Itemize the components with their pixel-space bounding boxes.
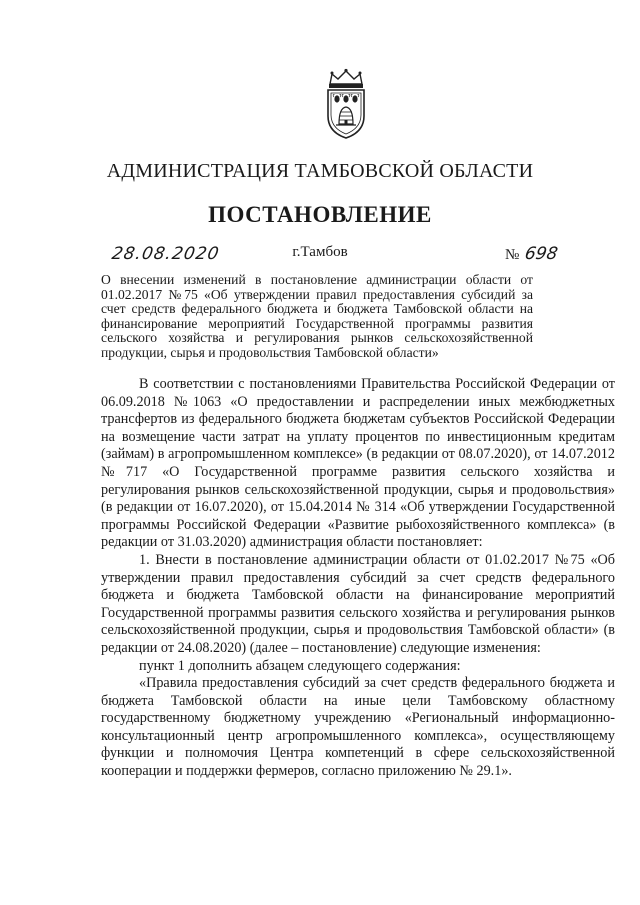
document-body bbox=[101, 376, 615, 781]
paragraph-preamble: В соответствии с постановлениями Правительства Российской Федерации от 06.09.2018 №1063 «О предоставлении и распределении иных межбюджетных трансфертов из федерального бюджета бюджетам субъектов Российской Федерации на возмещение части затрат на уплату процентов по инвестиционным кредитам (займам) в агропромышленном комплексе» (в редакции от 08.07.2020), от 14.07.2012 №717 «О Государственной программе развития сельского хозяйства и регулирования рынков сельскохозяйственной продукции, сырья и продовольствия» (в редакции от 16.07.2020), от 15.04.2014 № 314 «Об утверждении Государственной программы Российской Федерации «Развитие рыбохозяйственного комплекса» (в редакции от 31.03.2020) администрация области постановляет: bbox=[101, 376, 615, 551]
document-date: 28.08.2020 bbox=[110, 244, 222, 264]
paragraph-item-1: 1. Внести в постановление администрации области от 01.02.2017 №75 «Об утверждении правил предоставления субсидий за счет средств федерального бюджета и бюджета Тамбовской области на финансирование мероприятий Государственной программы развития сельского хозяйства и регулирования рынков сельскохозяйственной продукции, сырья и продовольствия Тамбовской области» (в редакции от 24.08.2020) (далее – постановление) следующие изменения: bbox=[101, 551, 615, 656]
paragraph-quoted-text: «Правила предоставления субсидий за счет средств федерального бюджета и бюджета Тамбовской области на иные цели Тамбовскому областному государственному бюджетному учреждению «Региональный информационно-консультационный центр агропромышленного комплекса», осуществляющему функции и полномочия Центра компетенций в сфере сельскохозяйственной кооперации и поддержки фермеров, согласно приложению № 29.1». bbox=[101, 675, 615, 780]
organization-name: АДМИНИСТРАЦИЯ ТАМБОВСКОЙ ОБЛАСТИ bbox=[106, 160, 534, 182]
document-number bbox=[505, 244, 558, 264]
number-sign: № bbox=[505, 247, 520, 263]
document-type-title: ПОСТАНОВЛЕНИЕ bbox=[208, 202, 432, 227]
document-subject: О внесении изменений в постановление администрации области от 01.02.2017 №75 «Об утверждении правил предоставления субсидий за счет средств федерального бюджета и бюджета Тамбовской области на финансирование мероприятий Государственной программы развития сельского хозяйства и регулирования рынков сельскохозяйственной продукции, сырья и продовольствия Тамбовской области» bbox=[101, 272, 533, 360]
coat-of-arms-emblem bbox=[322, 68, 370, 140]
document-city: г.Тамбов bbox=[292, 244, 348, 260]
paragraph-clause-intro: пункт 1 дополнить абзацем следующего содержания: bbox=[139, 657, 461, 674]
number-value: 698 bbox=[523, 244, 560, 264]
